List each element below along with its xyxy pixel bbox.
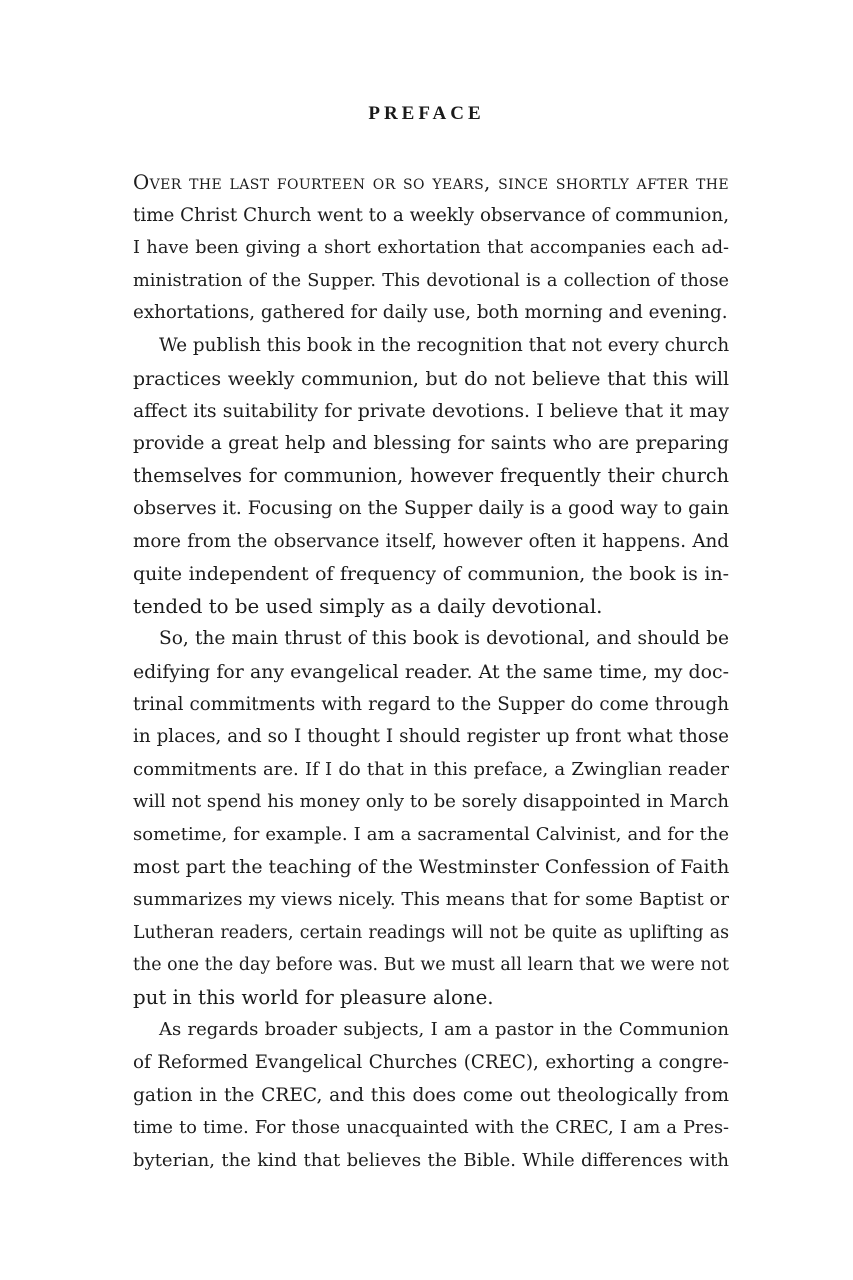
paragraph-4 [133,1014,729,1177]
text-line: commitments are. If I do that in this preface, a Zwinglian reader [133,758,729,780]
text-line: in places, and so I thought I should register up front what those [133,726,729,748]
text-line: quite independent of frequency of communion, the book is in- [133,563,729,586]
text-line: put in this world for pleasure alone. [133,985,494,1009]
text-line: summarizes my views nicely. This means that for some Baptist or [133,889,729,911]
text-line: tended to be used simply as a daily devotional. [133,594,603,618]
text-line: ministration of the Supper. This devotional is a collection of those [133,270,729,291]
text-line: Over the last fourteen or so years, since shortly after the [133,171,729,194]
text-line: exhortations, gathered for daily use, both morning and evening. [133,302,728,324]
text-line: affect its suitability for private devotions. I believe that it may [133,400,729,423]
text-line: observes it. Focusing on the Supper daily is a good way to gain [133,497,729,519]
text-line: edifying for any evangelical reader. At the same time, my doc- [133,660,729,683]
text-line: time to time. For those unacquainted with the CREC, I am a Pres- [133,1118,729,1139]
paragraph-1 [133,167,729,330]
text-line: themselves for communion, however frequently their church [133,464,729,488]
text-line: gation in the CREC, and this does come out theologically from [133,1084,729,1106]
preface-body [133,167,729,1177]
text-line: I have been giving a short exhortation that accompanies each ad- [133,238,729,259]
text-line: So, the main thrust of this book is devotional, and should be [159,628,729,650]
text-line: of Reformed Evangelical Churches (CREC), exhorting a congre- [133,1052,729,1074]
paragraph-2 [133,330,729,623]
page-title: PREFACE [368,103,485,124]
text-line: will not spend his money only to be sorely disappointed in March [133,791,729,813]
text-line: most part the teaching of the Westminster Confession of Faith [133,856,730,879]
paragraph-3 [133,623,729,1014]
text-line: We publish this book in the recognition that not every church [159,334,730,356]
text-line: the one the day before was. But we must all learn that we were not [133,955,729,976]
text-line: time Christ Church went to a weekly observance of communion, [133,204,729,226]
text-line: byterian, the kind that believes the Bible. While differences with [133,1149,729,1171]
text-line: more from the observance itself, however often it happens. And [133,530,729,552]
text-line: provide a great help and blessing for saints who are preparing [133,432,729,454]
text-line: trinal commitments with regard to the Supper do come through [133,693,729,715]
text-line: practices weekly communion, but do not believe that this will [133,367,729,390]
text-line: sometime, for example. I am a sacramental Calvinist, and for the [133,823,729,845]
text-line: Lutheran readers, certain readings will not be quite as uplifting as [133,922,729,943]
text-line: As regards broader subjects, I am a pastor in the Communion [159,1019,729,1041]
